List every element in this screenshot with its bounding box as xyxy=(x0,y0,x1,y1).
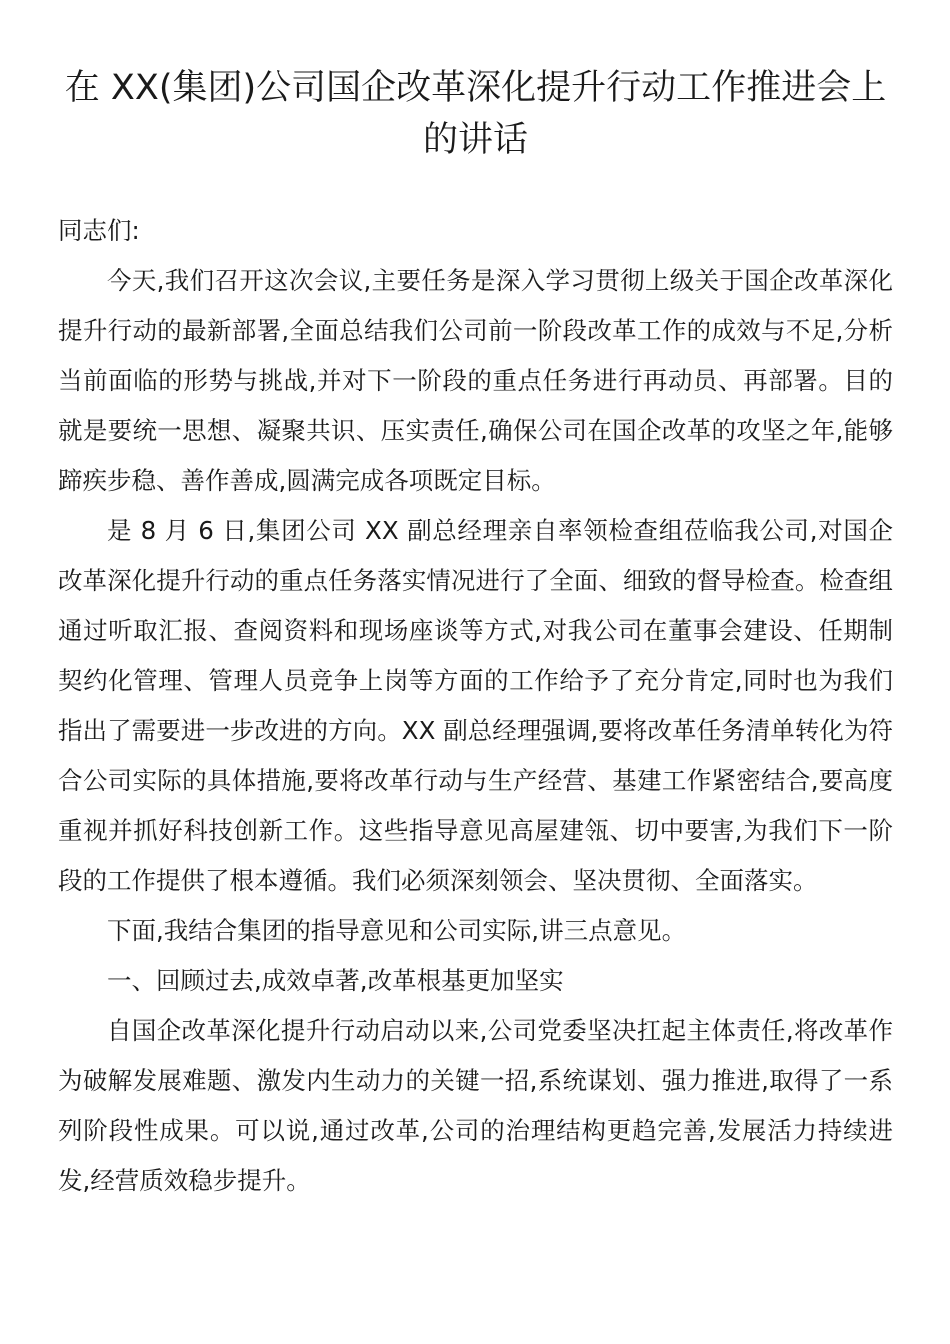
section-heading: 一、回顾过去,成效卓著,改革根基更加坚实 xyxy=(107,966,564,995)
salutation: 同志们: xyxy=(58,216,140,245)
paragraph-review: 自国企改革深化提升行动启动以来,公司党委坚决扛起主体责任,将改革作为破解发展难题、激发内生动力的关键一招,系统谋划、强力推进,取得了一系列阶段性成果。可以说,通过改革,公司的治理结构更趋完善,发展活力持续进发,经营质效稳步提升。 xyxy=(58,1016,893,1195)
paragraph-inspection: 是 8 月 6 日,集团公司 XX 副总经理亲自率领检查组莅临我公司,对国企改革深化提升行动的重点任务落实情况进行了全面、细致的督导检查。检查组通过听取汇报、查阅资料和现场座谈等方式,对我公司在董事会建设、任期制契约化管理、管理人员竞争上岗等方面的工作给予了充分肯定,同时也为我们指出了需要进一步改进的方向。XX 副总经理强调,要将改革任务清单转化为符合公司实际的具体措施,要将改革行动与生产经营、基建工作紧密结合,要高度重视并抓好科技创新工作。这些指导意见高屋建瓴、切中要害,为我们下一阶段的工作提供了根本遵循。我们必须深刻领会、坚决贯彻、全面落实。 xyxy=(58,516,893,895)
title-block xyxy=(58,62,893,166)
paragraph-opening: 今天,我们召开这次会议,主要任务是深入学习贯彻上级关于国企改革深化提升行动的最新部署,全面总结我们公司前一阶段改革工作的成效与不足,分析当前面临的形势与挑战,并对下一阶段的重点任务进行再动员、再部署。目的就是要统一思想、凝聚共识、压实责任,确保公司在国企改革的攻坚之年,能够蹄疾步稳、善作善成,圆满完成各项既定目标。 xyxy=(58,266,893,495)
document-body xyxy=(58,206,893,1206)
document-title: 在 XX(集团)公司国企改革深化提升行动工作推进会上的讲话 xyxy=(64,68,887,160)
paragraph-transition: 下面,我结合集团的指导意见和公司实际,讲三点意见。 xyxy=(107,916,687,945)
